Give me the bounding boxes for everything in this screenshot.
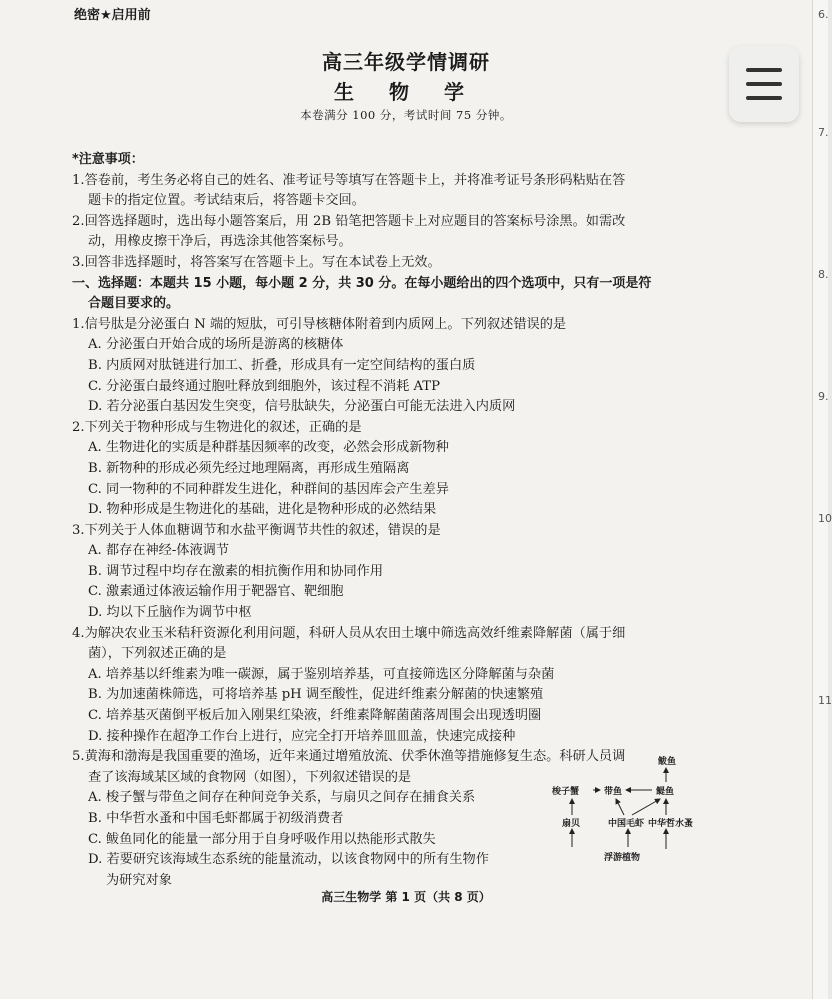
option-c: C. 分泌蛋白最终通过胞吐释放到细胞外，该过程不消耗 ATP (88, 378, 440, 394)
option-d: D. 若要研究该海域生态系统的能量流动，以该食物网中的所有生物作 (88, 852, 489, 868)
option-d: D. 接种操作在超净工作台上进行，应完全打开培养皿皿盖，快速完成接种 (88, 728, 516, 744)
confidential-label: 绝密★启用前 (74, 8, 151, 23)
node-mackerel: 鲅鱼 (658, 757, 677, 767)
option-b: B. 内质网对肽链进行加工、折叠，形成具有一定空间结构的蛋白质 (88, 357, 476, 373)
option-b: B. 为加速菌株筛选，可将培养基 pH 调至酸性，促进纤维素分解菌的快速繁殖 (88, 687, 544, 703)
menu-bar-icon (746, 96, 782, 100)
option-b: B. 新物种的形成必须先经过地理隔离，再形成生殖隔离 (88, 460, 410, 476)
arrow-shrimp-hairtail (616, 799, 624, 815)
edge-number: 9. (818, 390, 829, 403)
option-a: A. 培养基以纤维素为唯一碳源，属于鉴别培养基，可直接筛选区分降解菌与杂菌 (88, 666, 555, 682)
notes-heading: *注意事项： (72, 152, 144, 167)
menu-button[interactable] (729, 46, 799, 122)
page-footer: 高三生物学 第 1 页（共 8 页） (321, 890, 491, 904)
arrow-shrimp-anchovy (632, 799, 660, 815)
edge-number: 10 (818, 512, 832, 525)
menu-bar-icon (746, 68, 782, 72)
question-1 (72, 315, 732, 418)
option-b: B. 中华哲水蚤和中国毛虾都属于初级消费者 (88, 811, 344, 826)
question-stem-cont: 查了该海域某区域的食物网（如图），下列叙述错误的是 (88, 769, 412, 785)
node-scallop: 扇贝 (562, 819, 581, 829)
option-a: A. 生物进化的实质是种群基因频率的改变，必然会形成新物种 (88, 440, 449, 456)
option-c: C. 同一物种的不同种群发生进化，种群间的基因库会产生差异 (88, 481, 449, 497)
menu-bar-icon (746, 82, 782, 86)
node-hairtail: 带鱼 (604, 787, 623, 797)
question-3 (72, 521, 732, 624)
food-web-diagram (548, 752, 698, 867)
note-line: 1.答卷前，考生务必将自己的姓名、准考证号等填写在答题卡上，并将准考证号条形码粘贴在答 (72, 172, 626, 188)
question-stem: 1.信号肽是分泌蛋白 N 端的短肽，可引导核糖体附着到内质网上。下列叙述错误的是 (72, 316, 567, 332)
edge-number: 7. (818, 126, 829, 139)
option-d: D. 均以下丘脑作为调节中枢 (88, 605, 252, 621)
node-copepod: 中华哲水蚤 (648, 819, 694, 829)
option-b: B. 调节过程中均存在激素的相抗衡作用和协同作用 (88, 563, 384, 579)
note-line: 2.回答选择题时，选出每小题答案后，用 2B 铅笔把答题卡上对应题目的答案标号涂黑。如需改 (72, 213, 626, 229)
section-heading-cont: 合题目要求的。 (88, 296, 180, 312)
next-page-edge (812, 0, 832, 999)
option-d: D. 若分泌蛋白基因发生突变，信号肽缺失，分泌蛋白可能无法进入内质网 (88, 399, 516, 415)
node-swimming-crab: 梭子蟹 (552, 787, 580, 797)
option-a: A. 梭子蟹与带鱼之间存在种间竞争关系，与扇贝之间存在捕食关系 (88, 790, 476, 806)
option-a: A. 分泌蛋白开始合成的场所是游离的核糖体 (88, 337, 344, 353)
option-c: C. 激素通过体液运输作用于靶器官、靶细胞 (88, 584, 344, 600)
question-stem: 2.下列关于物种形成与生物进化的叙述，正确的是 (72, 419, 362, 435)
node-shrimp: 中国毛虾 (608, 819, 645, 829)
section-heading: 一、选择题：本题共 15 小题，每小题 2 分，共 30 分。在每小题给出的四个选项中，只有一项是符 (72, 275, 652, 291)
question-stem: 5.黄海和渤海是我国重要的渔场，近年来通过增殖放流、伏季休渔等措施修复生态。科研人员调 (72, 749, 626, 765)
option-d: D. 物种形成是生物进化的基础，进化是物种形成的必然结果 (88, 502, 437, 518)
question-stem: 3.下列关于人体血糖调节和水盐平衡调节共性的叙述，错误的是 (72, 522, 441, 538)
edge-number: 8. (818, 268, 829, 281)
question-stem: 4.为解决农业玉米秸秆资源化利用问题，科研人员从农田土壤中筛选高效纤维素降解菌（属于细 (72, 625, 626, 641)
subject-title: 生 物 学 (334, 80, 478, 104)
option-a: A. 都存在神经-体液调节 (88, 543, 230, 559)
option-c: C. 培养基灭菌倒平板后加入刚果红染液，纤维素降解菌菌落周围会出现透明圈 (88, 708, 542, 724)
note-line: 动，用橡皮擦干净后，再选涂其他答案标号。 (88, 234, 352, 250)
option-d-cont: 为研究对象 (106, 872, 172, 888)
edge-number: 11 (818, 694, 832, 707)
node-anchovy: 鳀鱼 (656, 787, 675, 797)
note-line: 3.回答非选择题时，将答案写在答题卡上。写在本试卷上无效。 (72, 254, 441, 270)
edge-number: 6. (818, 8, 829, 21)
exam-info: 本卷满分 100 分，考试时间 75 分钟。 (300, 108, 512, 122)
option-c: C. 鲅鱼同化的能量一部分用于自身呼吸作用以热能形式散失 (88, 831, 436, 847)
exam-title: 高三年级学情调研 (322, 50, 490, 74)
question-2 (72, 418, 732, 521)
question-stem-cont: 菌），下列叙述正确的是 (88, 646, 227, 662)
node-phytoplankton: 浮游植物 (604, 853, 641, 863)
note-line: 题卡的指定位置。考试结束后，将答题卡交回。 (88, 193, 365, 209)
question-4 (72, 624, 732, 748)
